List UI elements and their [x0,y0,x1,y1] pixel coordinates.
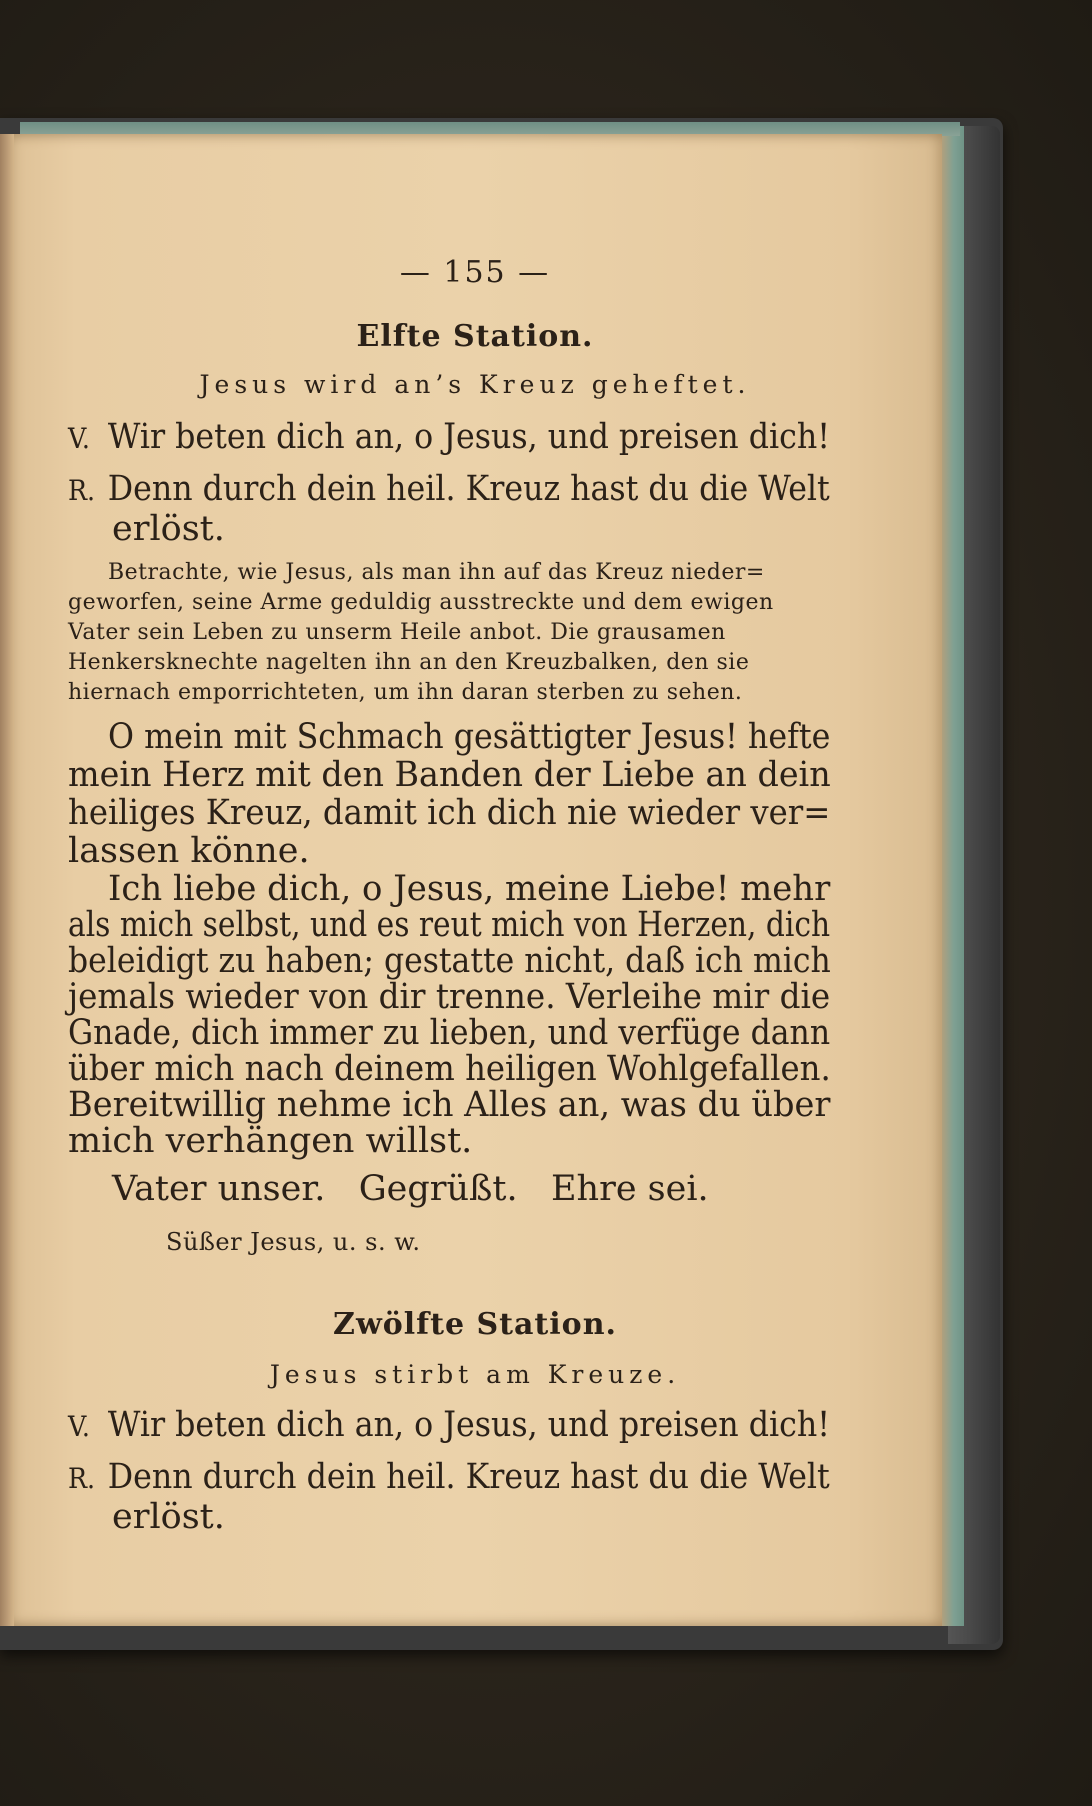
response-text-line-2: erlöst. [112,509,225,549]
meditation-line: Henkersknechte nagelten ihn an den Kreuzbalken, den sie [68,650,750,675]
prayer-line: heiliges Kreuz, damit ich dich nie wieder ver= [68,793,831,833]
hymn-reference: Süßer Jesus, u. s. w. [166,1228,421,1256]
response-marker: R. [68,1462,96,1495]
station-12-versicle [68,1405,830,1445]
station-11-response [68,469,830,509]
station-12-subtitle: Jesus stirbt am Kreuze. [269,1360,681,1389]
station-12-response [68,1457,830,1497]
response-text-line-1: Denn durch dein heil. Kreuz hast du die Welt [107,1457,830,1497]
prayer-line: beleidigt zu haben; gestatte nicht, daß ich mich [68,941,831,981]
prayer-line: über mich nach deinem heiligen Wohlgefallen. [68,1049,831,1089]
closing-prayers: Vater unser. Gegrüßt. Ehre sei. [112,1169,709,1209]
station-12-title: Zwölfte Station. [333,1307,617,1342]
station-11-versicle [68,417,830,457]
station-11-title: Elfte Station. [356,319,594,354]
meditation-line: Betrachte, wie Jesus, als man ihn auf das Kreuz nieder= [108,560,765,585]
versicle-marker: V. [68,422,90,455]
prayer-line: O mein mit Schmach gesättigter Jesus! hefte [108,717,831,757]
response-marker: R. [68,474,96,507]
versicle-text: Wir beten dich an, o Jesus, und preisen dich! [107,1405,830,1445]
meditation-line: geworfen, seine Arme geduldig ausstreckte und dem ewigen [68,590,774,615]
response-text-line-2: erlöst. [112,1497,225,1537]
response-text-line-1: Denn durch dein heil. Kreuz hast du die Welt [107,469,830,509]
prayer-line: Gnade, dich immer zu lieben, und verfüge dann [68,1013,831,1053]
prayer-line: mein Herz mit den Banden der Liebe an dein [68,755,831,795]
versicle-marker: V. [68,1410,90,1443]
prayer-line: jemals wieder von dir trenne. Verleihe mir die [68,977,831,1017]
prayer-line: Bereitwillig nehme ich Alles an, was du über [68,1085,831,1125]
meditation-line: Vater sein Leben zu unserm Heile anbot. Die grausamen [68,620,726,645]
page-number: — 155 — [399,255,551,290]
prayer-line: lassen könne. [68,831,310,871]
prayer-line: als mich selbst, und es reut mich von Herzen, dich [68,905,831,945]
station-11-subtitle: Jesus wird an’s Kreuz geheftet. [199,370,751,399]
versicle-text: Wir beten dich an, o Jesus, und preisen dich! [107,417,830,457]
meditation-line: hiernach emporrichteten, um ihn daran sterben zu sehen. [68,680,743,705]
prayer-line: mich verhängen willst. [68,1121,473,1161]
prayer-line: Ich liebe dich, o Jesus, meine Liebe! mehr [108,869,831,909]
